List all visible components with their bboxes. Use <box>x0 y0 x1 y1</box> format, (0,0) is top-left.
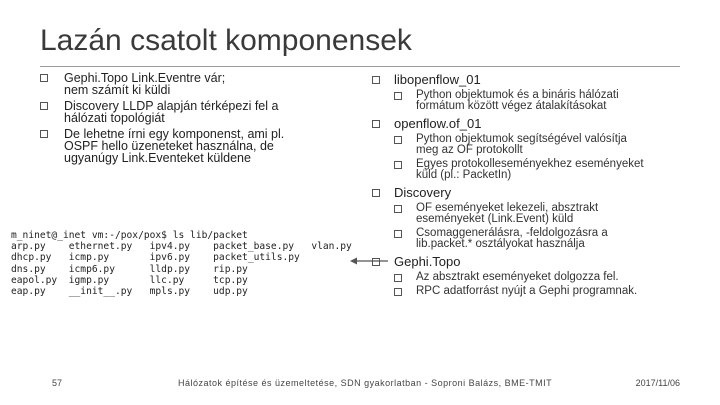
sub-bullet-line: Python objektumok segítségével valósítja <box>416 133 627 145</box>
sub-bullet-line: formátum között végez átalakításokat <box>416 100 607 112</box>
bullet-label: openflow.of_01 <box>394 116 482 131</box>
sub-bullet-line: Az absztrakt eseményeket dolgozza fel. <box>416 271 619 283</box>
slide-title: Lazán csatolt komponensek <box>40 24 412 57</box>
right-bullet-list <box>372 72 692 297</box>
sub-bullet-item <box>372 272 692 283</box>
bullet-label: libopenflow_01 <box>394 72 481 87</box>
square-bullet-icon <box>372 120 380 128</box>
right-bullet-item <box>372 117 692 131</box>
square-bullet-icon <box>40 74 48 82</box>
sub-bullet-line: meg az OF protokollt <box>416 144 523 156</box>
square-bullet-icon <box>394 92 402 100</box>
bullet-label: Discovery <box>394 185 452 200</box>
bullet-label: Gephi.Topo <box>394 254 461 269</box>
terminal-screenshot <box>11 230 352 310</box>
sub-bullet-item <box>372 134 692 156</box>
left-bullet-item <box>40 100 340 124</box>
sub-bullet-item <box>372 203 692 225</box>
square-bullet-icon <box>394 136 402 144</box>
sub-bullet-item <box>372 286 692 297</box>
bullet-line: De lehetne írni egy komponenst, ami pl. <box>64 127 285 141</box>
bullet-line: ugyanúgy Link.Eventeket küldene <box>64 151 251 165</box>
square-bullet-icon <box>394 230 402 238</box>
terminal-line: arp.py ethernet.py ipv4.py packet_base.py vlan.py <box>11 241 352 253</box>
sub-bullet-line: Python objektumok és a bináris hálózati <box>416 89 619 101</box>
sub-bullet-line: Csomaggenerálásra, -feldolgozásra a <box>416 227 608 239</box>
sub-bullet-line: lib.packet.* osztályokat használja <box>416 238 585 250</box>
square-bullet-icon <box>394 161 402 169</box>
terminal-line: dns.py icmp6.py lldp.py rip.py <box>11 263 248 275</box>
sub-bullet-line: OF eseményeket lekezeli, absztrakt <box>416 202 599 214</box>
terminal-line: eap.py __init__.py mpls.py udp.py <box>11 286 248 298</box>
bullet-line: Discovery LLDP alapján térképezi fel a <box>64 99 279 113</box>
left-bullet-list <box>40 72 340 168</box>
sub-bullet-item <box>372 90 692 112</box>
left-bullet-item <box>40 128 340 164</box>
sub-bullet-line: küld (pl.: PacketIn) <box>416 169 512 181</box>
right-bullet-item <box>372 73 692 87</box>
square-bullet-icon <box>372 189 380 197</box>
sub-bullet-line: Egyes protokolleseményekhez eseményeket <box>416 158 644 170</box>
square-bullet-icon <box>372 76 380 84</box>
sub-bullet-item <box>372 159 692 181</box>
left-bullet-item <box>40 72 340 96</box>
footer-caption: Hálózatok építése és üzemeltetése, SDN gyakorlatban - Soproni Balázs, BME-TMIT <box>178 378 553 388</box>
square-bullet-icon <box>394 288 402 296</box>
bullet-line: nem számít ki küldi <box>64 83 171 97</box>
sub-bullet-item <box>372 228 692 250</box>
right-bullet-item <box>372 255 692 269</box>
square-bullet-icon <box>394 205 402 213</box>
terminal-line: eapol.py igmp.py llc.py tcp.py <box>11 274 248 286</box>
sub-bullet-line: RPC adatforrást nyújt a Gephi programnak. <box>416 285 638 297</box>
title-divider <box>40 66 680 67</box>
square-bullet-icon <box>40 102 48 110</box>
sub-bullet-line: eseményeket (Link.Event) küld <box>416 213 574 225</box>
bullet-line: OSPF hello üzeneteket használna, de <box>64 139 274 153</box>
terminal-line: m_ninet@_inet vm:-/pox/pox$ ls lib/packet <box>11 230 248 241</box>
square-bullet-icon <box>394 274 402 282</box>
square-bullet-icon <box>40 130 48 138</box>
bullet-line: Gephi.Topo Link.Eventre vár; <box>64 71 226 85</box>
right-bullet-item <box>372 186 692 200</box>
bullet-line: hálózati topológiát <box>64 111 165 125</box>
footer-date: 2017/11/06 <box>635 378 680 388</box>
terminal-line: dhcp.py icmp.py ipv6.py packet_utils.py <box>11 252 300 264</box>
page-number: 57 <box>52 378 63 388</box>
square-bullet-icon <box>372 258 380 266</box>
